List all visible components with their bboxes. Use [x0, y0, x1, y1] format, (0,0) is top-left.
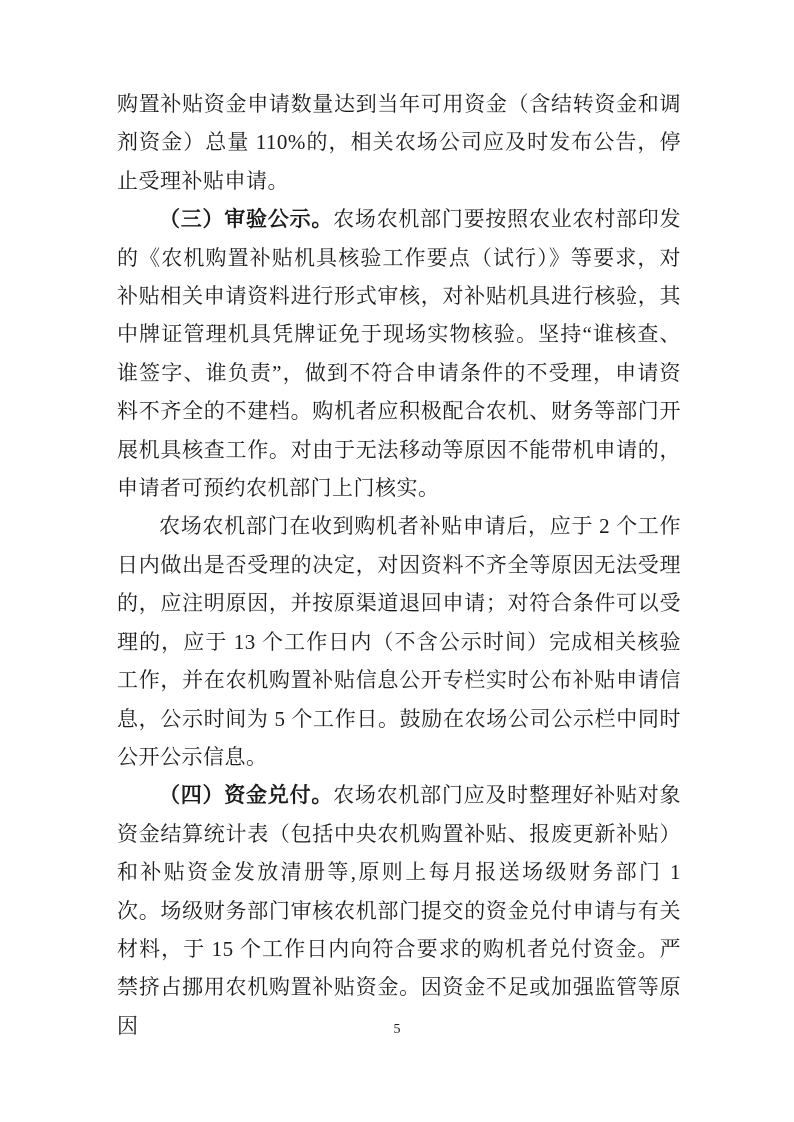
paragraph-text: 农场农机部门要按照农业农村部印发的《农机购置补贴机具核验工作要点（试行）》等要求，对补贴相关申请资料进行形式审核，对补贴机具进行核验，其中牌证管理机具凭牌证免于现场实物核验。坚持“谁核查、谁签字、谁负责”，做到不符合申请条件的不受理，申请资料不齐全的不建档。购机者应积极配合农机、财务等部门开展机具核查工作。对由于无法移动等原因不能带机申请的，申请者可预约农机部门上门核实。	[117, 207, 682, 501]
paragraph-section-4	[117, 776, 681, 1045]
section-3-heading: （三）审验公示。	[159, 207, 334, 232]
paragraph-text: 购置补贴资金申请数量达到当年可用资金（含结转资金和调剂资金）总量 110%的，相关农场公司应及时发布公告，停止受理补贴申请。	[117, 92, 681, 193]
paragraph-acceptance-process	[117, 507, 681, 776]
page-body-text	[117, 85, 681, 1045]
paragraph-text: 农场农机部门在收到购机者补贴申请后，应于 2 个工作日内做出是否受理的决定，对因资料不齐全等原因无法受理的，应注明原因，并按原渠道退回申请；对符合条件可以受理的，应于 13 个工作日内（不含公示时间）完成相关核验工作，并在农机购置补贴信息公开专栏实时公布补贴申请信息，公示时间为 5 个工作日。鼓励在农场公司公示栏中同时公开公示信息。	[117, 514, 681, 769]
section-4-heading: （四）资金兑付。	[159, 783, 334, 808]
page-number: 5	[393, 1022, 401, 1037]
paragraph-text: 农场农机部门应及时整理好补贴对象资金结算统计表（包括中央农机购置补贴、报废更新补贴）和补贴资金发放清册等,原则上每月报送场级财务部门 1 次。场级财务部门审核农机部门提交的资金兑付申请与有关材料，于 15 个工作日内向符合要求的购机者兑付资金。严禁挤占挪用农机购置补贴资金。因资金不足或加强监管等原因	[117, 783, 682, 1038]
paragraph-section-3	[117, 200, 681, 507]
paragraph-continuation	[117, 85, 681, 200]
